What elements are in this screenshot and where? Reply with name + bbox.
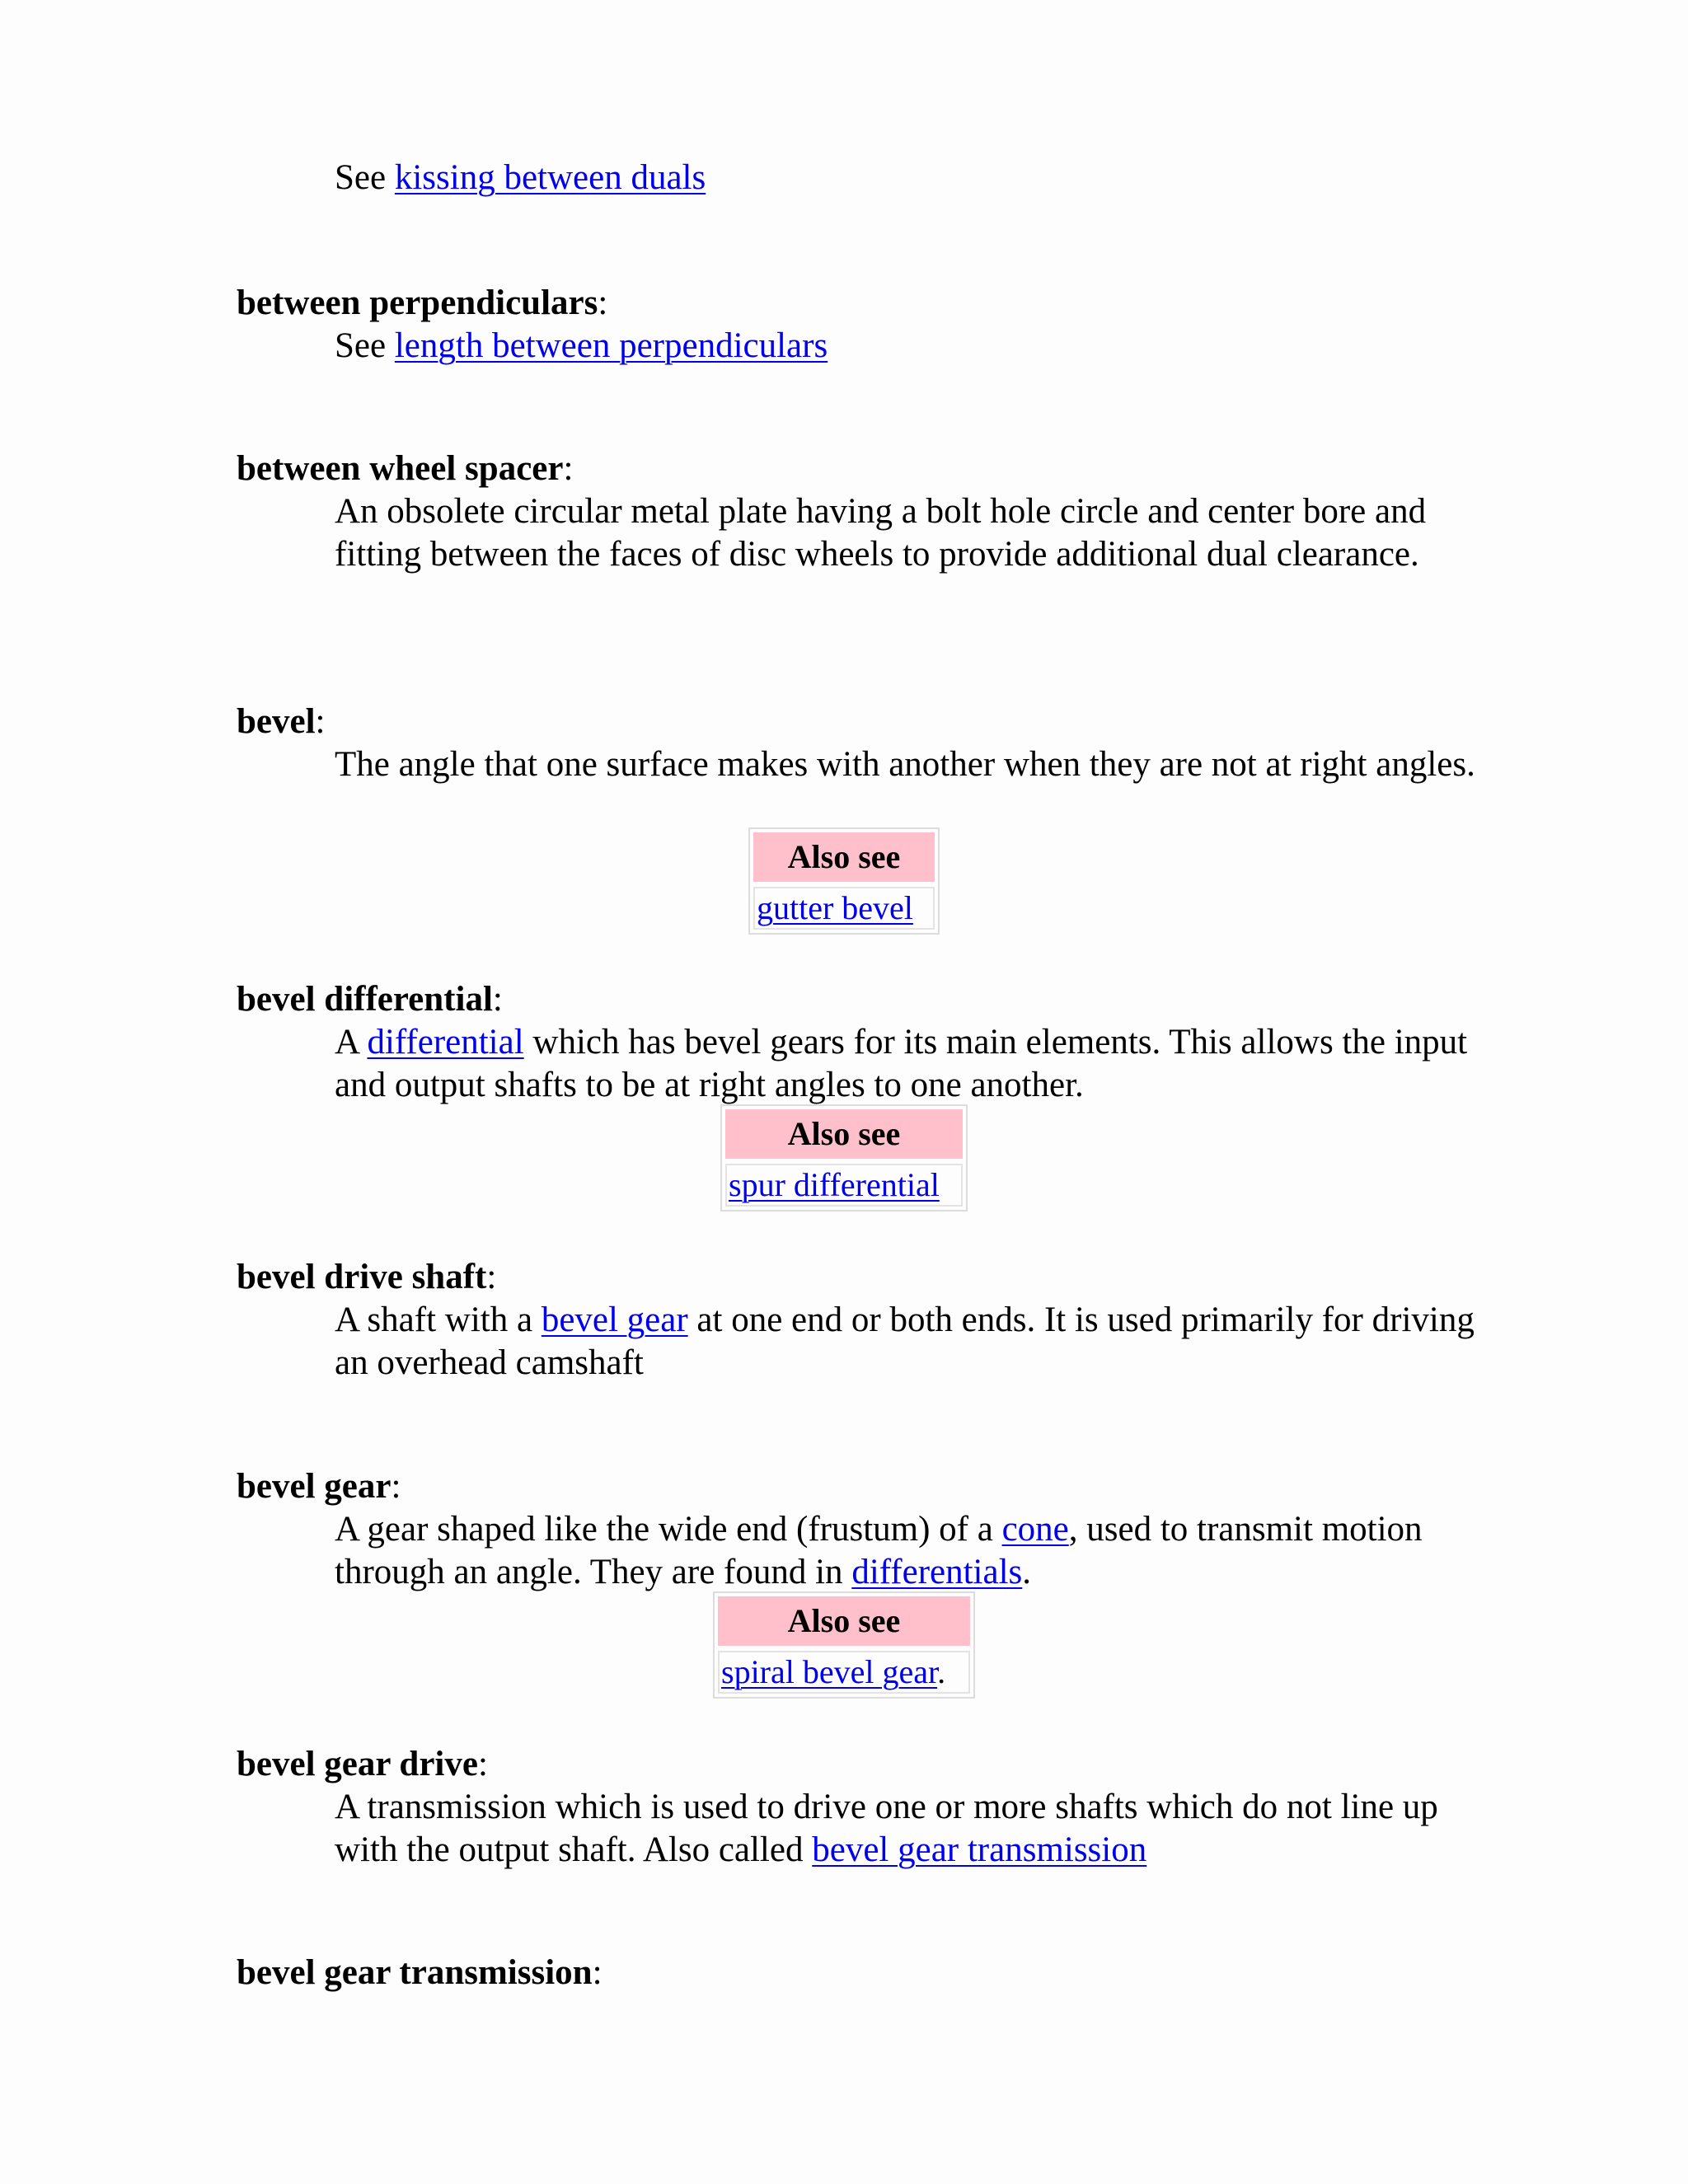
colon: :	[391, 1467, 401, 1506]
link-kissing-between-duals[interactable]: kissing between duals	[394, 158, 706, 197]
colon: :	[563, 449, 574, 488]
definition	[335, 1786, 1489, 1872]
link-length-between-perpendiculars[interactable]: length between perpendiculars	[394, 326, 828, 365]
entry-bevel-gear	[237, 1465, 1522, 1594]
definition	[335, 325, 1489, 368]
also-see-header: Also see	[753, 832, 935, 882]
term: between perpendiculars	[237, 284, 598, 322]
link-bevel-gear[interactable]: bevel gear	[541, 1301, 688, 1339]
term: bevel differential	[237, 980, 493, 1019]
term-line	[237, 701, 1522, 743]
intro-see-line	[335, 157, 1489, 199]
also-see-body	[718, 1651, 970, 1694]
definition-text: which has bevel gears for its main elements. This allows the input and output shafts to be at right angles to one another.	[335, 1023, 1468, 1104]
also-see-header: Also see	[725, 1109, 963, 1159]
definition: The angle that one surface makes with another when they are not at right angles.	[335, 745, 1475, 784]
link-differentials[interactable]: differentials	[851, 1553, 1023, 1591]
also-see-body	[753, 887, 935, 930]
definition-text: at one end or both ends. It is used primarily for driving an overhead camshaft	[335, 1301, 1475, 1382]
term-line	[237, 1952, 1522, 1994]
link-bevel-gear-transmission[interactable]: bevel gear transmission	[812, 1830, 1147, 1869]
term: between wheel spacer	[237, 449, 564, 488]
entry-bevel-gear-drive	[237, 1743, 1522, 1872]
term: bevel drive shaft	[237, 1258, 487, 1296]
definition	[335, 1508, 1489, 1594]
definition	[335, 1021, 1489, 1107]
definition-text: A gear shaped like the wide end (frustum) of a	[335, 1510, 1002, 1549]
term: bevel gear	[237, 1467, 392, 1506]
link-spiral-bevel-gear[interactable]: spiral bevel gear	[721, 1653, 938, 1690]
definition-text: A	[335, 1023, 368, 1062]
term-line	[237, 978, 1522, 1021]
definition-text: A shaft with a	[335, 1301, 542, 1339]
definition-text: , used to transmit motion through an angle. They are found in	[335, 1510, 1423, 1591]
link-differential[interactable]: differential	[367, 1023, 524, 1062]
term: bevel	[237, 702, 316, 741]
entry-between-wheel-spacer	[237, 448, 1522, 576]
definition-text: A transmission which is used to drive one or more shafts which do not line up with the output shaft. Also called	[335, 1788, 1438, 1869]
entry-bevel	[237, 701, 1522, 786]
term: bevel gear transmission	[237, 1953, 593, 1992]
also-see-box-bevel	[748, 827, 940, 935]
colon: :	[477, 1745, 488, 1783]
link-cone[interactable]: cone	[1001, 1510, 1069, 1549]
also-see-body	[725, 1164, 963, 1207]
also-see-box-bevel-gear	[713, 1591, 975, 1699]
link-gutter-bevel[interactable]: gutter bevel	[757, 889, 913, 926]
colon: :	[315, 702, 326, 741]
term-line	[237, 1465, 1522, 1508]
colon: :	[592, 1953, 603, 1992]
term-line	[237, 1256, 1522, 1299]
entry-bevel-gear-transmission	[237, 1952, 1522, 1994]
also-see-header: Also see	[718, 1596, 970, 1646]
definition	[335, 1299, 1489, 1385]
entry-between-perpendiculars	[237, 282, 1522, 368]
definition: An obsolete circular metal plate having a bolt hole circle and center bore and fitting between the faces of disc wheels to provide additional dual clearance.	[335, 492, 1427, 574]
intro-entry	[237, 157, 1522, 199]
colon: :	[486, 1258, 497, 1296]
definition-text: .	[1022, 1553, 1032, 1591]
colon: :	[598, 284, 608, 322]
colon: :	[492, 980, 503, 1019]
entry-bevel-drive-shaft	[237, 1256, 1522, 1385]
link-spur-differential[interactable]: spur differential	[729, 1166, 940, 1203]
also-see-tail: .	[937, 1653, 946, 1690]
term-line	[237, 282, 1522, 325]
term-line	[237, 1743, 1522, 1786]
term: bevel gear drive	[237, 1745, 478, 1783]
also-see-box-bevel-differential	[720, 1104, 968, 1212]
see-label: See	[335, 158, 395, 197]
entry-bevel-differential	[237, 978, 1522, 1107]
term-line	[237, 448, 1522, 490]
see-label: See	[335, 326, 395, 365]
